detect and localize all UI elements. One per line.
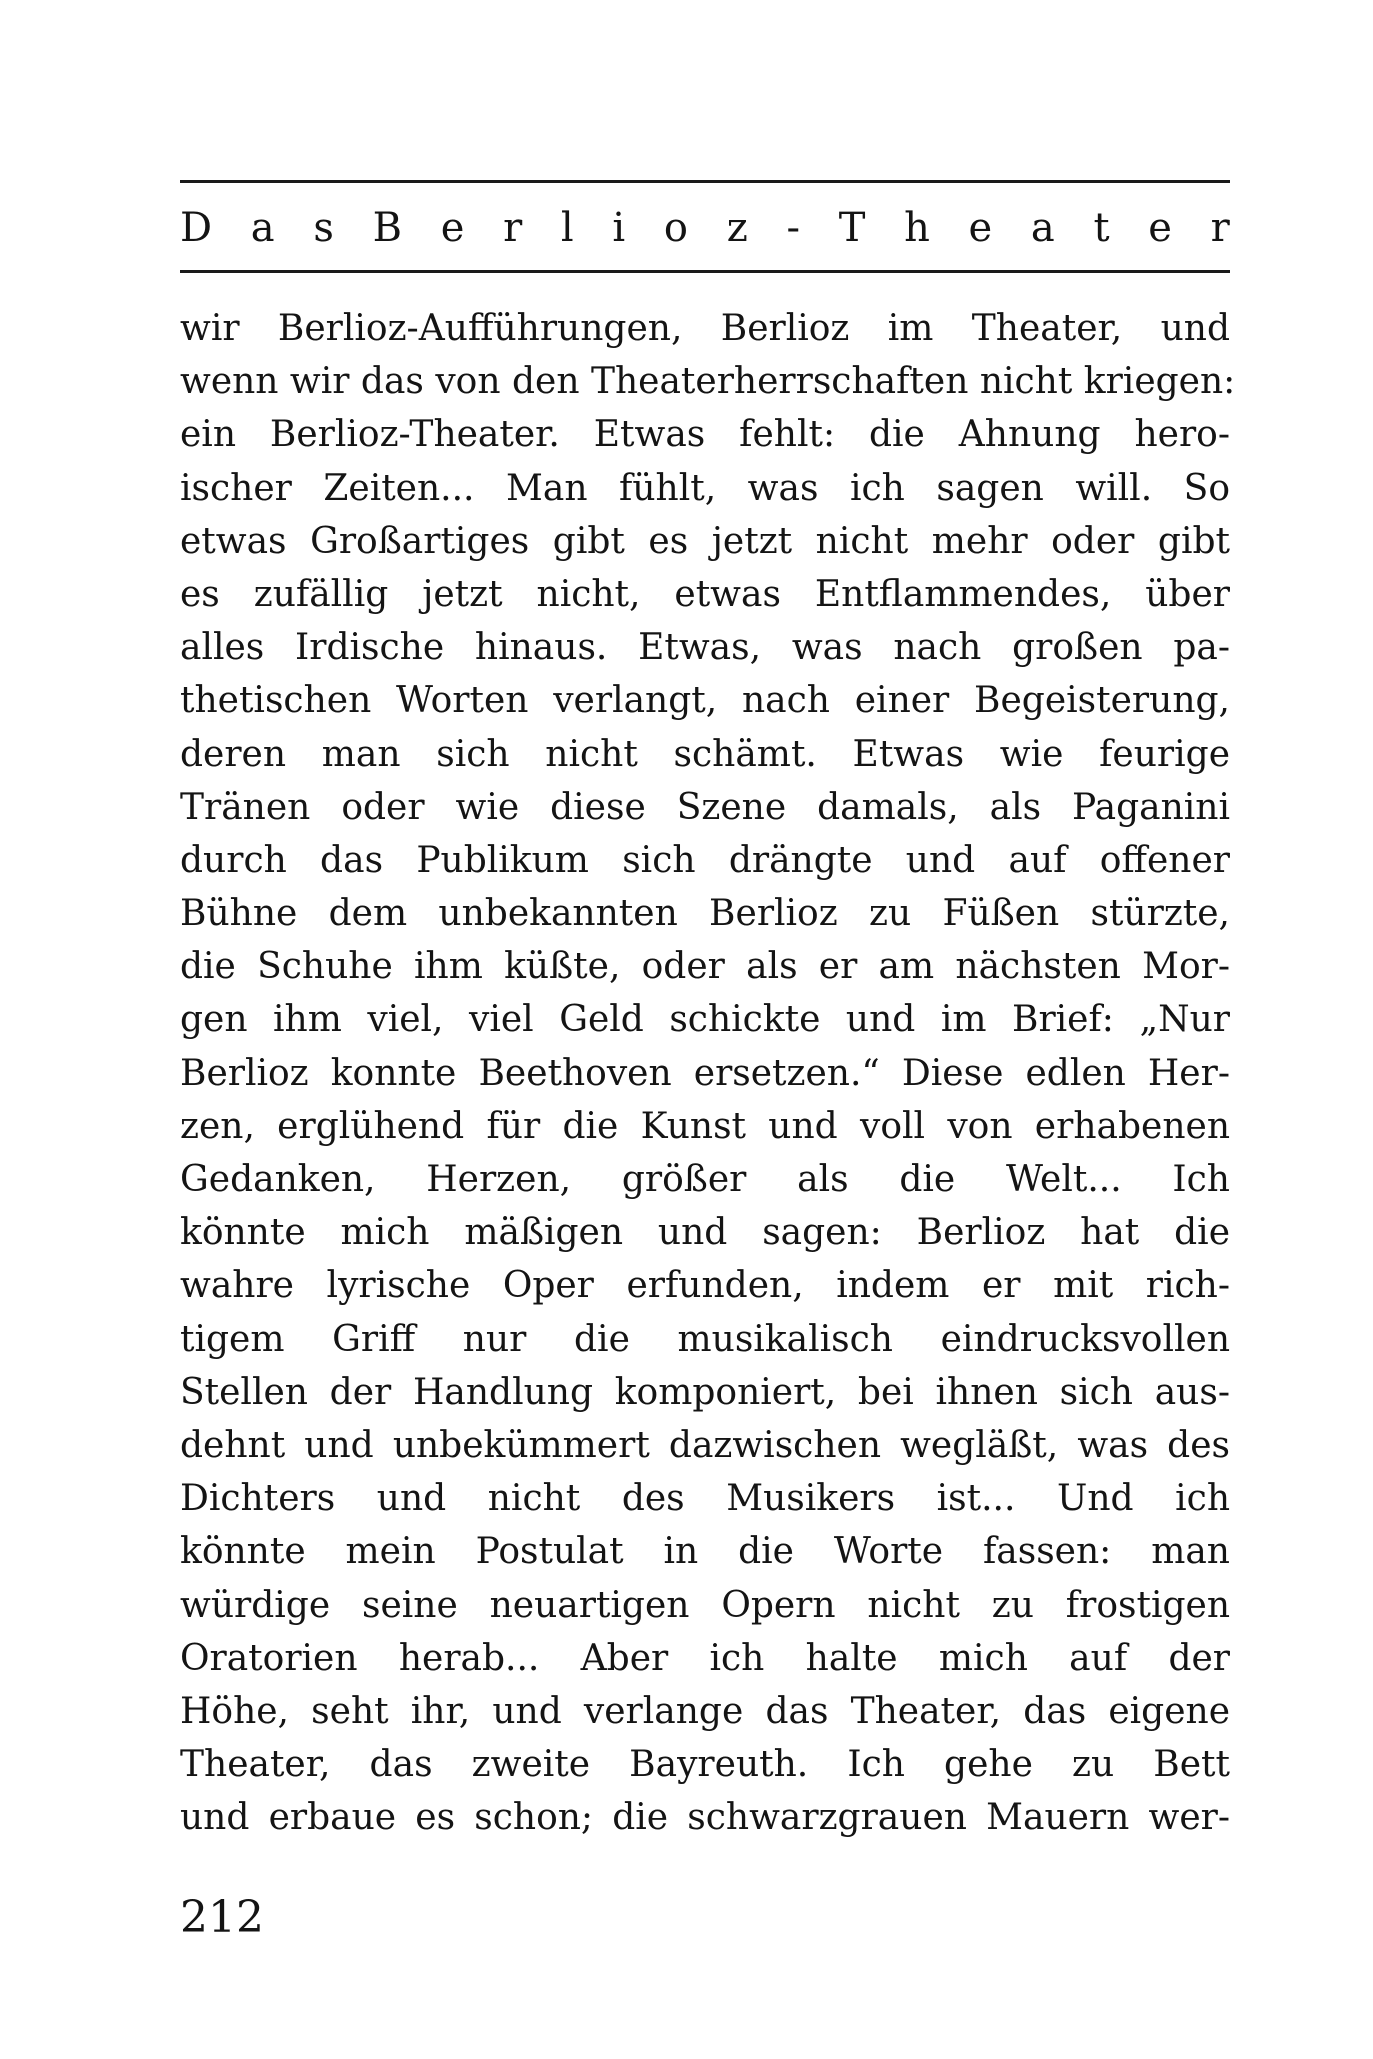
text-line: Berlioz konnte Beethoven ersetzen.“ Diese edlen Her- xyxy=(180,1052,1230,1094)
running-head-letter: e xyxy=(968,205,993,251)
page-number: 212 xyxy=(180,1892,264,1943)
running-head-letter: h xyxy=(904,205,930,251)
text-line: Theater, das zweite Bayreuth. Ich gehe zu Bett xyxy=(180,1744,1230,1786)
text-line: gen ihm viel, viel Geld schickte und im Brief: „Nur xyxy=(180,999,1230,1041)
running-head-letter: o xyxy=(663,205,688,251)
text-line: Stellen der Handlung komponiert, bei ihnen sich aus- xyxy=(180,1371,1230,1413)
running-head-letter: t xyxy=(1093,205,1110,251)
running-head-letter: z xyxy=(726,205,748,251)
text-line: durch das Publikum sich drängte und auf offener xyxy=(180,839,1230,881)
text-line: deren man sich nicht schämt. Etwas wie feurige xyxy=(180,733,1230,775)
text-line: die Schuhe ihm küßte, oder als er am nächsten Mor- xyxy=(180,946,1230,988)
running-head-letter: a xyxy=(250,205,275,251)
text-line: würdige seine neuartigen Opern nicht zu frostigen xyxy=(180,1584,1230,1626)
text-line: etwas Großartiges gibt es jetzt nicht mehr oder gibt xyxy=(180,520,1230,562)
text-line: wahre lyrische Oper erfunden, indem er mit rich- xyxy=(180,1265,1230,1307)
body-text xyxy=(180,302,1236,1844)
running-head-letter: i xyxy=(612,205,626,251)
text-line: dehnt und unbekümmert dazwischen wegläßt, was des xyxy=(180,1424,1230,1466)
running-head-letter: e xyxy=(1148,205,1172,251)
running-head-letter: s xyxy=(313,205,334,251)
text-line: Dichters und nicht des Musikers ist... Und ich xyxy=(180,1478,1230,1520)
text-line: Bühne dem unbekannten Berlioz zu Füßen stürzte, xyxy=(180,893,1230,935)
text-line: alles Irdische hinaus. Etwas, was nach großen pa- xyxy=(180,627,1230,669)
running-head-letter: r xyxy=(1210,205,1230,251)
text-line: ein Berlioz-Theater. Etwas fehlt: die Ahnung hero- xyxy=(180,414,1230,456)
running-head-letter: - xyxy=(786,205,800,251)
header-rule-top xyxy=(180,180,1230,183)
running-head-letter: e xyxy=(440,205,465,251)
text-line: zen, erglühend für die Kunst und voll von erhabenen xyxy=(180,1105,1230,1147)
running-head-letter: l xyxy=(560,205,574,251)
running-head-letter: a xyxy=(1030,205,1055,251)
text-line: wenn wir das von den Theaterherrschaften nicht kriegen: xyxy=(180,361,1236,403)
text-line: und erbaue es schon; die schwarzgrauen Mauern wer- xyxy=(180,1797,1230,1839)
text-line: wir Berlioz-Aufführungen, Berlioz im Theater, und xyxy=(180,308,1230,349)
text-line: könnte mich mäßigen und sagen: Berlioz hat die xyxy=(180,1212,1230,1254)
text-line: Oratorien herab... Aber ich halte mich auf der xyxy=(180,1637,1230,1679)
running-head-letter: D xyxy=(180,205,213,251)
text-line: Höhe, seht ihr, und verlange das Theater, das eigene xyxy=(180,1690,1230,1732)
text-line: thetischen Worten verlangt, nach einer Begeisterung, xyxy=(180,680,1230,722)
text-line: Gedanken, Herzen, größer als die Welt... Ich xyxy=(180,1159,1230,1200)
running-head xyxy=(180,198,1230,258)
running-head-letter: T xyxy=(838,205,866,251)
text-line: ischer Zeiten... Man fühlt, was ich sagen will. So xyxy=(180,467,1230,509)
text-line: könnte mein Postulat in die Worte fassen: man xyxy=(180,1531,1230,1573)
running-head-letter: r xyxy=(503,205,523,251)
text-line: tigem Griff nur die musikalisch eindrucksvollen xyxy=(180,1318,1230,1360)
text-line: es zufällig jetzt nicht, etwas Entflammendes, über xyxy=(180,573,1230,615)
running-head-letter: B xyxy=(372,205,402,251)
header-rule-bottom xyxy=(180,270,1230,273)
text-line: Tränen oder wie diese Szene damals, als Paganini xyxy=(180,786,1230,828)
